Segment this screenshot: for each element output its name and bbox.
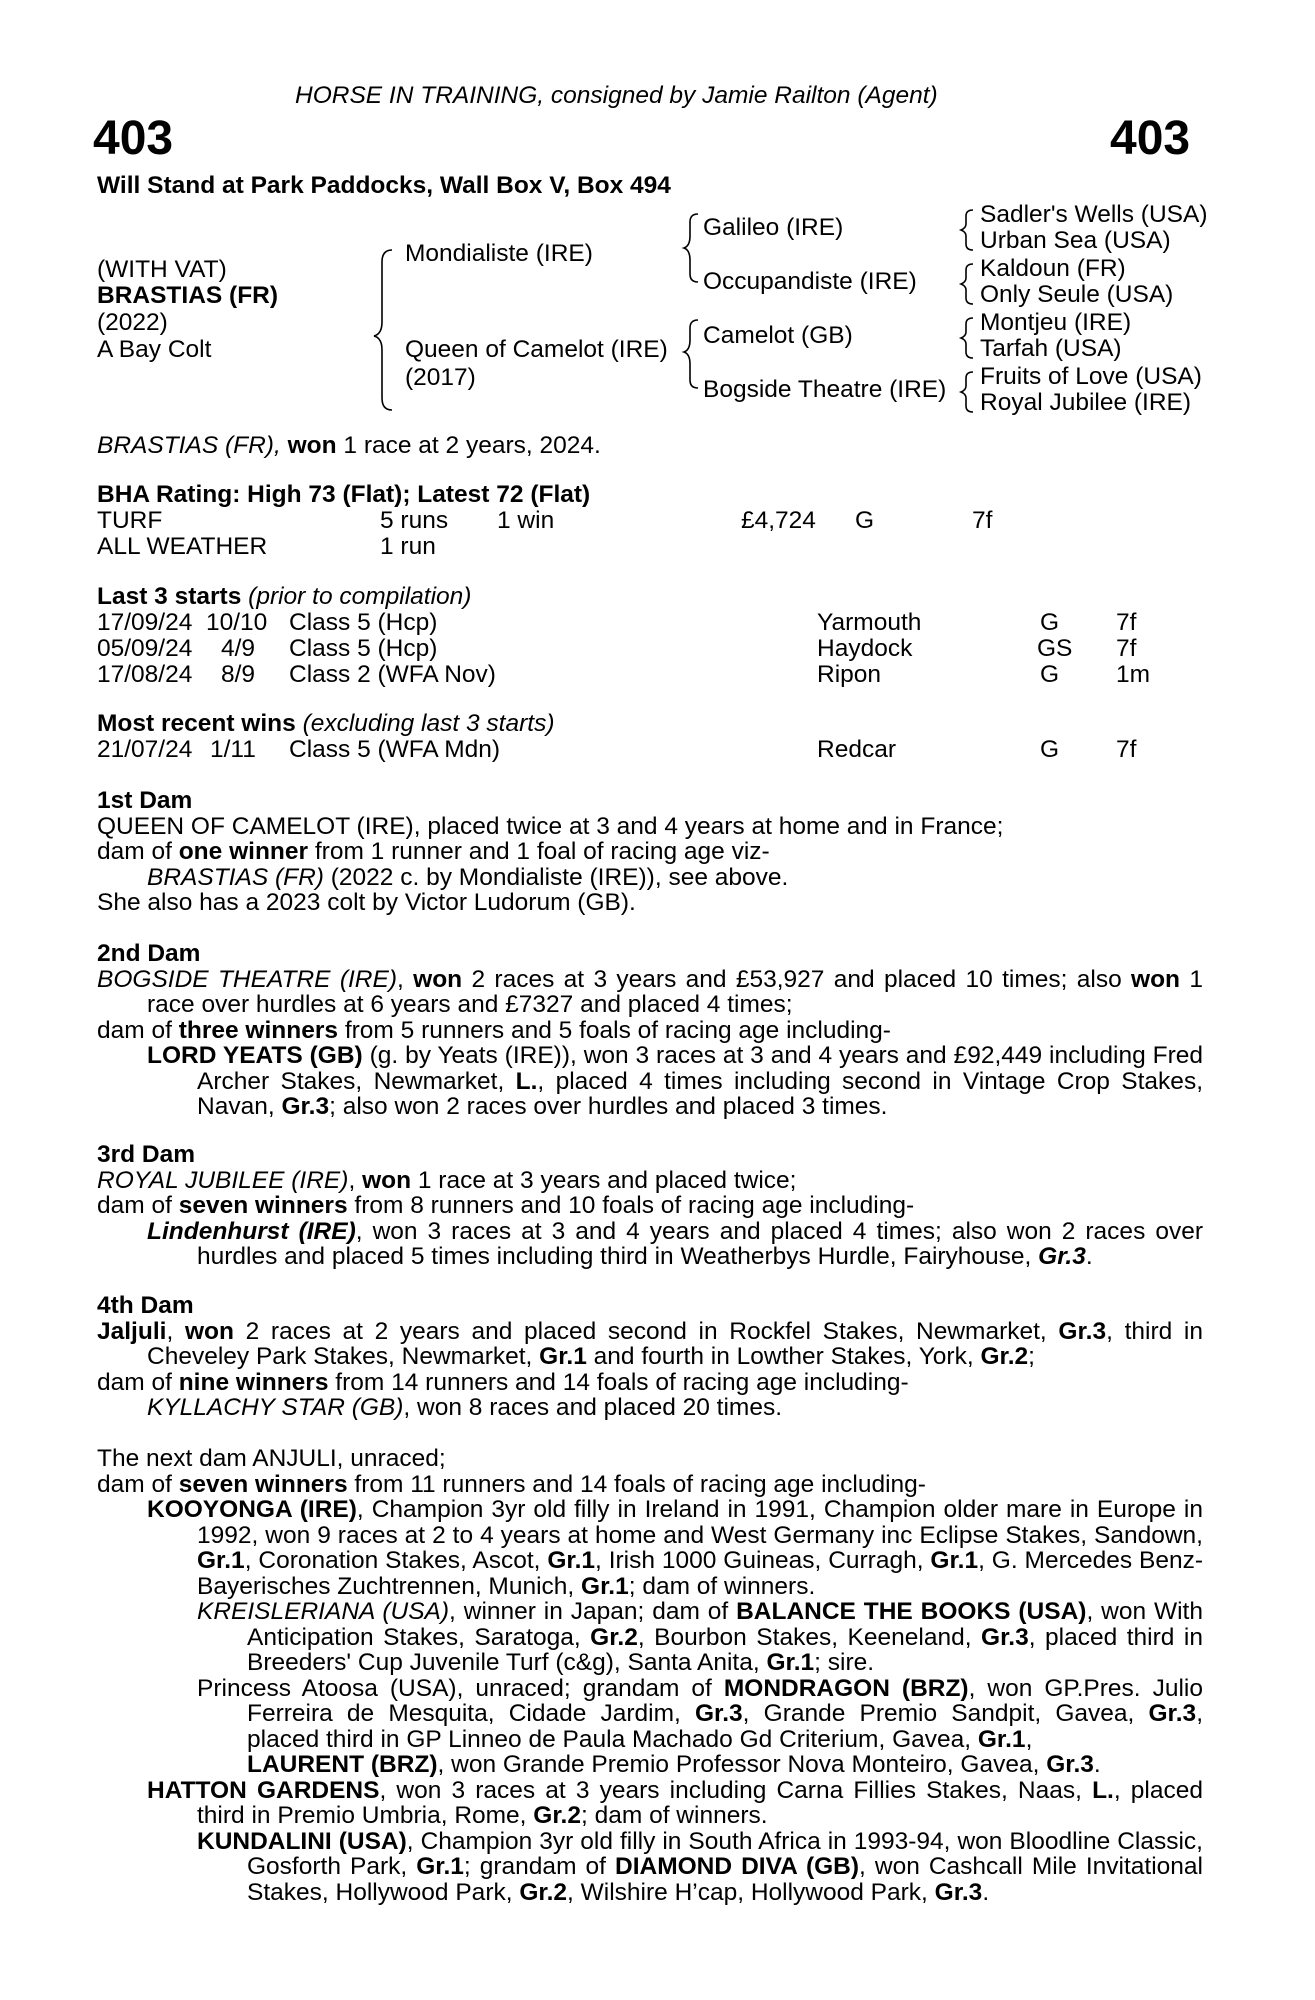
last3-row <box>0 636 1315 662</box>
pedigree-sire-sire: Galileo (IRE) <box>703 214 844 241</box>
rating-surface: TURF <box>97 507 163 534</box>
last3-row <box>0 610 1315 636</box>
pedigree-sire: Mondialiste (IRE) <box>405 240 593 267</box>
rating-distance: 7f <box>972 507 993 534</box>
pedigree-dds: Fruits of Love (USA) <box>980 363 1202 390</box>
pedigree-dam: Queen of Camelot (IRE) <box>405 336 668 363</box>
start-position: 4/9 <box>221 635 256 662</box>
win-date: 21/07/24 <box>97 736 193 763</box>
start-course: Ripon <box>817 661 882 688</box>
start-race: Class 5 (Hcp) <box>289 609 438 636</box>
recent-title <box>97 711 554 737</box>
lot-number-right: 403 <box>1110 112 1191 165</box>
fourth-dam-progeny: KYLLACHY STAR (GB), won 8 races and placed 20 times. <box>147 1394 783 1421</box>
pedigree-brace-dam <box>684 320 698 388</box>
start-distance: 7f <box>1116 635 1137 662</box>
fourth-dam-heading: 4th Dam <box>97 1292 194 1319</box>
fourth-dam-section <box>97 1293 1203 1421</box>
start-position: 10/10 <box>206 609 268 636</box>
pedigree-brace-dd <box>961 372 973 412</box>
last3-note: (prior to compilation) <box>241 583 472 610</box>
summary-rest: 1 race at 2 years, 2024. <box>336 432 601 459</box>
fourth-dam-line: Jaljuli, won 2 races at 2 years and placed second in Rockfel Stakes, Newmarket, Gr.3, third in Cheveley Park Stakes, Newmarket, Gr.1 and fourth in Lowther Stakes, York, Gr.2; <box>97 1317 1203 1370</box>
start-race: Class 5 (Hcp) <box>289 635 438 662</box>
third-dam-line: ROYAL JUBILEE (IRE), won 1 race at 3 years and placed twice; <box>97 1166 797 1194</box>
rating-title: BHA Rating: High 73 (Flat); Latest 72 (Flat) <box>97 481 591 508</box>
rating-row-aw <box>0 534 1315 560</box>
rating-going: G <box>855 507 875 534</box>
consignment-line: HORSE IN TRAINING, consigned by Jamie Railton (Agent) <box>295 82 938 109</box>
start-distance: 1m <box>1116 661 1151 688</box>
last3-row <box>0 662 1315 688</box>
summary-name: BRASTIAS (FR), <box>97 432 281 459</box>
second-dam-section <box>97 941 1203 1120</box>
win-going: G <box>1040 736 1060 763</box>
pedigree-dam-year: (2017) <box>405 364 476 391</box>
second-dam-produce: dam of three winners from 5 runners and 5 foals of racing age including- <box>97 1016 891 1044</box>
next-dam-grandprogeny-kreisleriana: KREISLERIANA (USA), winner in Japan; dam of BALANCE THE BOOKS (USA), won With Anticipation Stakes, Saratoga, Gr.2, Bourbon Stakes, Keeneland, Gr.3, placed third in Breeders' Cup Juvenile Turf (c&g), Santa Anita, Gr.1; sire. <box>197 1598 1203 1676</box>
rating-row-turf <box>0 508 1315 534</box>
next-dam-progeny-hatton: HATTON GARDENS, won 3 races at 3 years including Carna Fillies Stakes, Naas, L., placed third in Premio Umbria, Rome, Gr.2; dam of winners. <box>147 1776 1203 1829</box>
second-dam-heading: 2nd Dam <box>97 940 201 967</box>
first-dam-heading: 1st Dam <box>97 787 193 814</box>
second-dam-line: BOGSIDE THEATRE (IRE), won 2 races at 3 years and £53,927 and placed 10 times; also won 1 race over hurdles at 6 years and £7327 and placed 4 times; <box>97 965 1203 1018</box>
pedigree-dam-dam: Bogside Theatre (IRE) <box>703 376 947 403</box>
pedigree-brace-ss <box>961 210 973 250</box>
next-dam-grandprogeny-atoosa: Princess Atoosa (USA), unraced; grandam of MONDRAGON (BRZ), won GP.Pres. Julio Ferreira de Mesquita, Cidade Jardim, Gr.3, Grande Premio Sandpit, Gavea, Gr.3, placed third in GP Linneo de Paula Machado Gd Criterium, Gavea, Gr.1, LAURENT (BRZ), won Grande Premio Professor Nova Monteiro, Gavea, Gr.3. <box>197 1674 1203 1778</box>
horse-year: (2022) <box>97 309 168 336</box>
pedigree-dsd: Tarfah (USA) <box>980 335 1122 362</box>
rating-surface: ALL WEATHER <box>97 533 268 560</box>
win-distance: 7f <box>1116 736 1137 763</box>
pedigree-ddd: Royal Jubilee (IRE) <box>980 389 1192 416</box>
location-line: Will Stand at Park Paddocks, Wall Box V, Box 494 <box>97 172 671 199</box>
start-going: GS <box>1037 635 1073 662</box>
pedigree-ssd: Urban Sea (USA) <box>980 227 1171 254</box>
rating-wins: 1 win <box>497 507 555 534</box>
next-dam-produce: dam of seven winners from 11 runners and 14 foals of racing age including- <box>97 1470 926 1498</box>
first-dam-produce: dam of one winner from 1 runner and 1 foal of racing age viz- <box>97 838 770 865</box>
first-dam-foal: BRASTIAS (FR) (2022 c. by Mondialiste (IRE)), see above. <box>147 863 789 891</box>
next-dam-grandprogeny-kundalini: KUNDALINI (USA), Champion 3yr old filly in South Africa in 1993-94, won Bloodline Classic, Gosforth Park, Gr.1; grandam of DIAMOND DIVA (GB), won Cashcall Mile Invitational Stakes, Hollywood Park, Gr.2, Wilshire H’cap, Hollywood Park, Gr.3. <box>197 1827 1203 1906</box>
rating-runs: 1 run <box>380 533 436 560</box>
third-dam-heading: 3rd Dam <box>97 1141 196 1168</box>
pedigree-sdd: Only Seule (USA) <box>980 281 1174 308</box>
recent-row <box>0 737 1315 763</box>
pedigree-brace-ds <box>961 318 973 358</box>
last3-title <box>97 584 471 610</box>
first-dam-note: She also has a 2023 colt by Victor Ludorum (GB). <box>97 889 636 916</box>
win-course: Redcar <box>817 736 896 763</box>
third-dam-progeny: Lindenhurst (IRE), won 3 races at 3 and 4 years and placed 4 times; also won 2 races over hurdles and placed 5 times including third in Weatherbys Hurdle, Fairyhouse, Gr.3. <box>147 1217 1203 1270</box>
pedigree-sss: Sadler's Wells (USA) <box>980 201 1208 228</box>
start-course: Haydock <box>817 635 913 662</box>
pedigree-brace-main <box>374 250 392 410</box>
pedigree-brace-sd <box>961 264 973 304</box>
next-dam-section <box>97 1446 1203 1905</box>
third-dam-produce: dam of seven winners from 8 runners and 10 foals of racing age including- <box>97 1192 915 1219</box>
lot-number-left: 403 <box>93 112 174 165</box>
race-summary <box>97 433 601 459</box>
pedigree-dam-sire: Camelot (GB) <box>703 322 853 349</box>
third-dam-section <box>97 1142 1203 1270</box>
start-position: 8/9 <box>221 661 256 688</box>
vat-label: (WITH VAT) <box>97 256 227 283</box>
rating-prize: £4,724 <box>741 507 816 534</box>
pedigree-brace-sire <box>684 214 698 282</box>
summary-won: won <box>287 432 337 459</box>
second-dam-progeny: LORD YEATS (GB) (g. by Yeats (IRE)), won 3 races at 3 and 4 years and £92,449 including Fred Archer Stakes, Newmarket, L., placed 4 times including second in Vintage Crop Stakes, Navan, Gr.3; also won 2 races over hurdles and placed 3 times. <box>147 1042 1203 1120</box>
pedigree-sds: Kaldoun (FR) <box>980 255 1126 282</box>
start-going: G <box>1040 661 1060 688</box>
horse-description: A Bay Colt <box>97 336 212 363</box>
horse-name: BRASTIAS (FR) <box>97 282 279 309</box>
start-race: Class 2 (WFA Nov) <box>289 661 496 688</box>
start-going: G <box>1040 609 1060 636</box>
start-distance: 7f <box>1116 609 1137 636</box>
start-course: Yarmouth <box>817 609 922 636</box>
win-race: Class 5 (WFA Mdn) <box>289 736 501 763</box>
next-dam-line: The next dam ANJULI, unraced; <box>97 1445 446 1472</box>
pedigree-dss: Montjeu (IRE) <box>980 309 1132 336</box>
start-date: 05/09/24 <box>97 635 193 662</box>
last3-heading: Last 3 starts <box>97 583 242 610</box>
recent-heading: Most recent wins <box>97 710 296 737</box>
start-date: 17/09/24 <box>97 609 193 636</box>
start-date: 17/08/24 <box>97 661 193 688</box>
win-position: 1/11 <box>210 736 256 763</box>
first-dam-line: QUEEN OF CAMELOT (IRE), placed twice at 3 and 4 years at home and in France; <box>97 812 1004 840</box>
fourth-dam-produce: dam of nine winners from 14 runners and 14 foals of racing age including- <box>97 1368 909 1396</box>
next-dam-progeny-kooyonga: KOOYONGA (IRE), Champion 3yr old filly in Ireland in 1991, Champion older mare in Europe in 1992, won 9 races at 2 to 4 years at home and West Germany inc Eclipse Stakes, Sandown, Gr.1, Coronation Stakes, Ascot, Gr.1, Irish 1000 Guineas, Curragh, Gr.1, G. Mercedes Benz-Bayerisches Zuchtrennen, Munich, Gr.1; dam of winners. <box>147 1496 1204 1600</box>
first-dam-section <box>97 788 1203 916</box>
pedigree-sire-dam: Occupandiste (IRE) <box>703 268 917 295</box>
recent-note: (excluding last 3 starts) <box>295 710 555 737</box>
rating-runs: 5 runs <box>380 507 449 534</box>
